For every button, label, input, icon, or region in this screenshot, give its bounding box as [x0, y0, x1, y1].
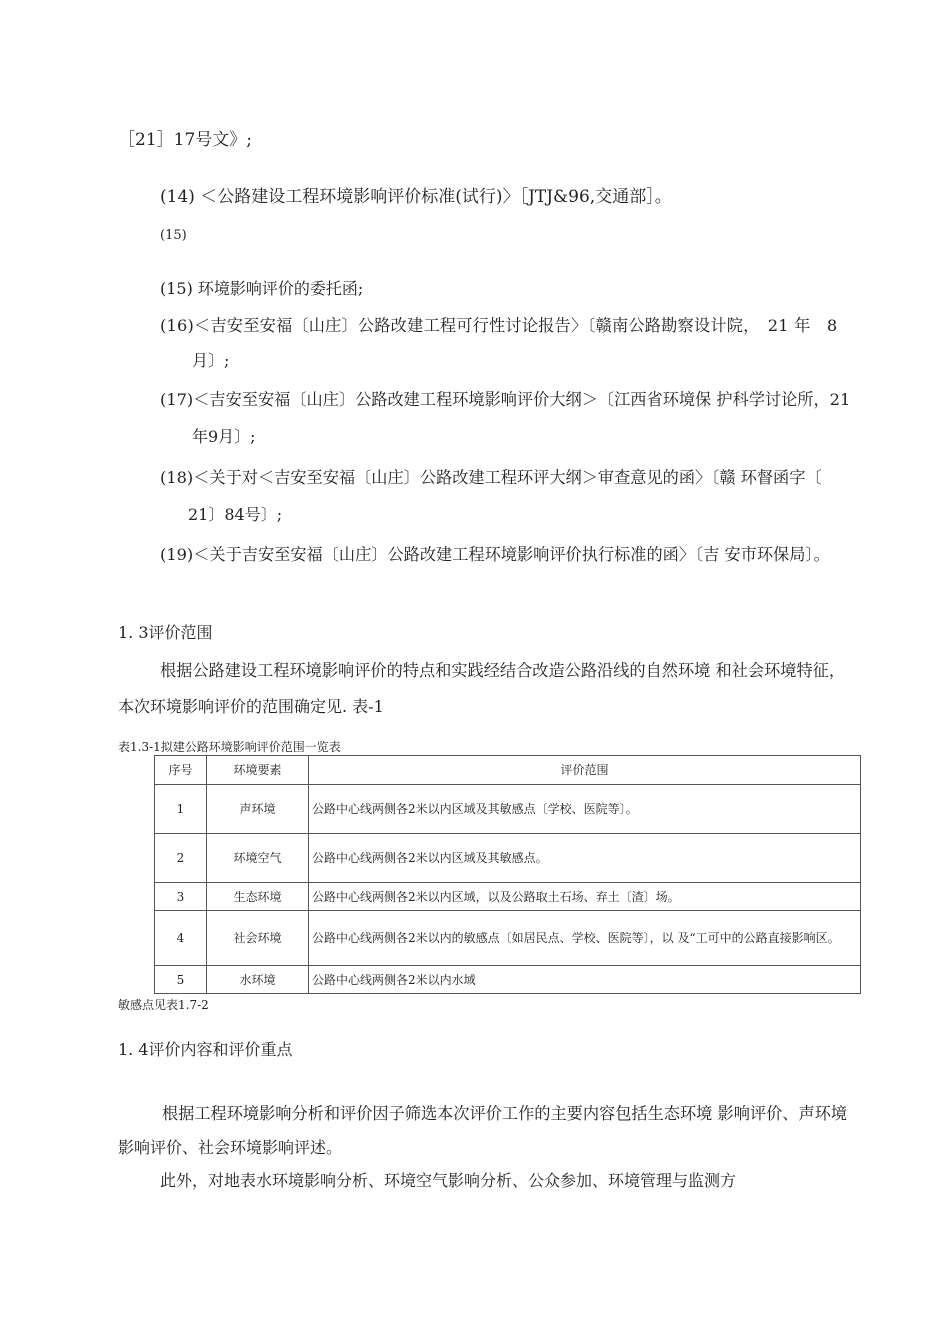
- row-no: 2: [155, 834, 207, 883]
- row-no: 1: [155, 785, 207, 834]
- reference-item-19: (19)＜关于吉安至安福〔山庄〕公路改建工程环境影响评价执行标准的函〉〔吉 安市环保局〕。: [160, 545, 830, 564]
- row-no: 3: [155, 883, 207, 911]
- row-no: 5: [155, 966, 207, 994]
- header-no: 序号: [155, 756, 207, 785]
- row-scope: 公路中心线两侧各2米以内区域，以及公路取土石场、弃土〔渣〕场。: [309, 883, 861, 911]
- table-row: [155, 966, 861, 994]
- reference-item-17-cont: 年9月〕;: [192, 427, 256, 446]
- reference-item-14: (14) ＜公路建设工程环境影响评价标准(试行)〉［JTJ&96,交通部］。: [160, 187, 672, 207]
- table-note: 敏感点见表1.7-2: [118, 998, 209, 1012]
- section-1-4-paragraph: 根据工程环境影响分析和评价因子筛选本次评价工作的主要内容包括生态环境 影响评价、声环境: [162, 1104, 848, 1123]
- section-1-3-heading: 1. 3评价范围: [118, 623, 213, 642]
- row-element: 生态环境: [207, 883, 309, 911]
- reference-item-16: (16)＜吉安至安福〔山庄〕公路改建工程可行性讨论报告〉〔赣南公路勘察设计院， 21 年 8: [160, 316, 838, 335]
- reference-item-18: (18)＜关于对＜吉安至安福〔山庄〕公路改建工程环评大纲＞审查意见的函〉〔赣 环督函字〔: [160, 468, 822, 487]
- row-element: 声环境: [207, 785, 309, 834]
- reference-item-15: (15) 环境影响评价的委托函;: [160, 279, 364, 298]
- reference-item-18-cont: 21〕84号〕;: [188, 505, 283, 524]
- reference-item-15-empty: (15): [160, 228, 187, 243]
- table-caption: 表1.3-1拟建公路环境影响评价范围一览表: [118, 740, 341, 754]
- row-element: 社会环境: [207, 911, 309, 966]
- row-element: 水环境: [207, 966, 309, 994]
- table-row: [155, 883, 861, 911]
- reference-line-21-17: ［21］17号文》;: [118, 130, 252, 150]
- section-1-4-paragraph-2: 此外，对地表水环境影响分析、环境空气影响分析、公众参加、环境管理与监测方: [160, 1171, 737, 1190]
- table-row: [155, 911, 861, 966]
- reference-item-17: (17)＜吉安至安福〔山庄〕公路改建工程环境影响评价大纲＞〔江西省环境保 护科学讨论所，21: [160, 390, 851, 409]
- table-row: [155, 834, 861, 883]
- section-1-3-paragraph-cont: 本次环境影响评价的范围确定见. 表-1: [118, 697, 384, 716]
- row-scope: 公路中心线两侧各2米以内的敏感点〔如居民点、学校、医院等〕，以 及“工可中的公路直接影响区。: [309, 911, 861, 966]
- row-scope: 公路中心线两侧各2米以内区域及其敏感点。: [309, 834, 861, 883]
- row-no: 4: [155, 911, 207, 966]
- row-scope: 公路中心线两侧各2米以内区域及其敏感点〔学校、医院等〕。: [309, 785, 861, 834]
- section-1-4-paragraph-cont: 影响评价、社会环境影响评述。: [118, 1138, 343, 1157]
- header-scope: 评价范围: [309, 756, 861, 785]
- reference-item-16-cont: 月〕;: [192, 351, 230, 370]
- table-header-row: [155, 756, 861, 785]
- row-element: 环境空气: [207, 834, 309, 883]
- section-1-3-paragraph: 根据公路建设工程环境影响评价的特点和实践经结合改造公路沿线的自然环境 和社会环境特征，: [160, 661, 846, 680]
- row-scope: 公路中心线两侧各2米以内水域: [309, 966, 861, 994]
- evaluation-range-table: [154, 755, 861, 994]
- header-element: 环境要素: [207, 756, 309, 785]
- section-1-4-heading: 1. 4评价内容和评价重点: [118, 1040, 293, 1059]
- table-row: [155, 785, 861, 834]
